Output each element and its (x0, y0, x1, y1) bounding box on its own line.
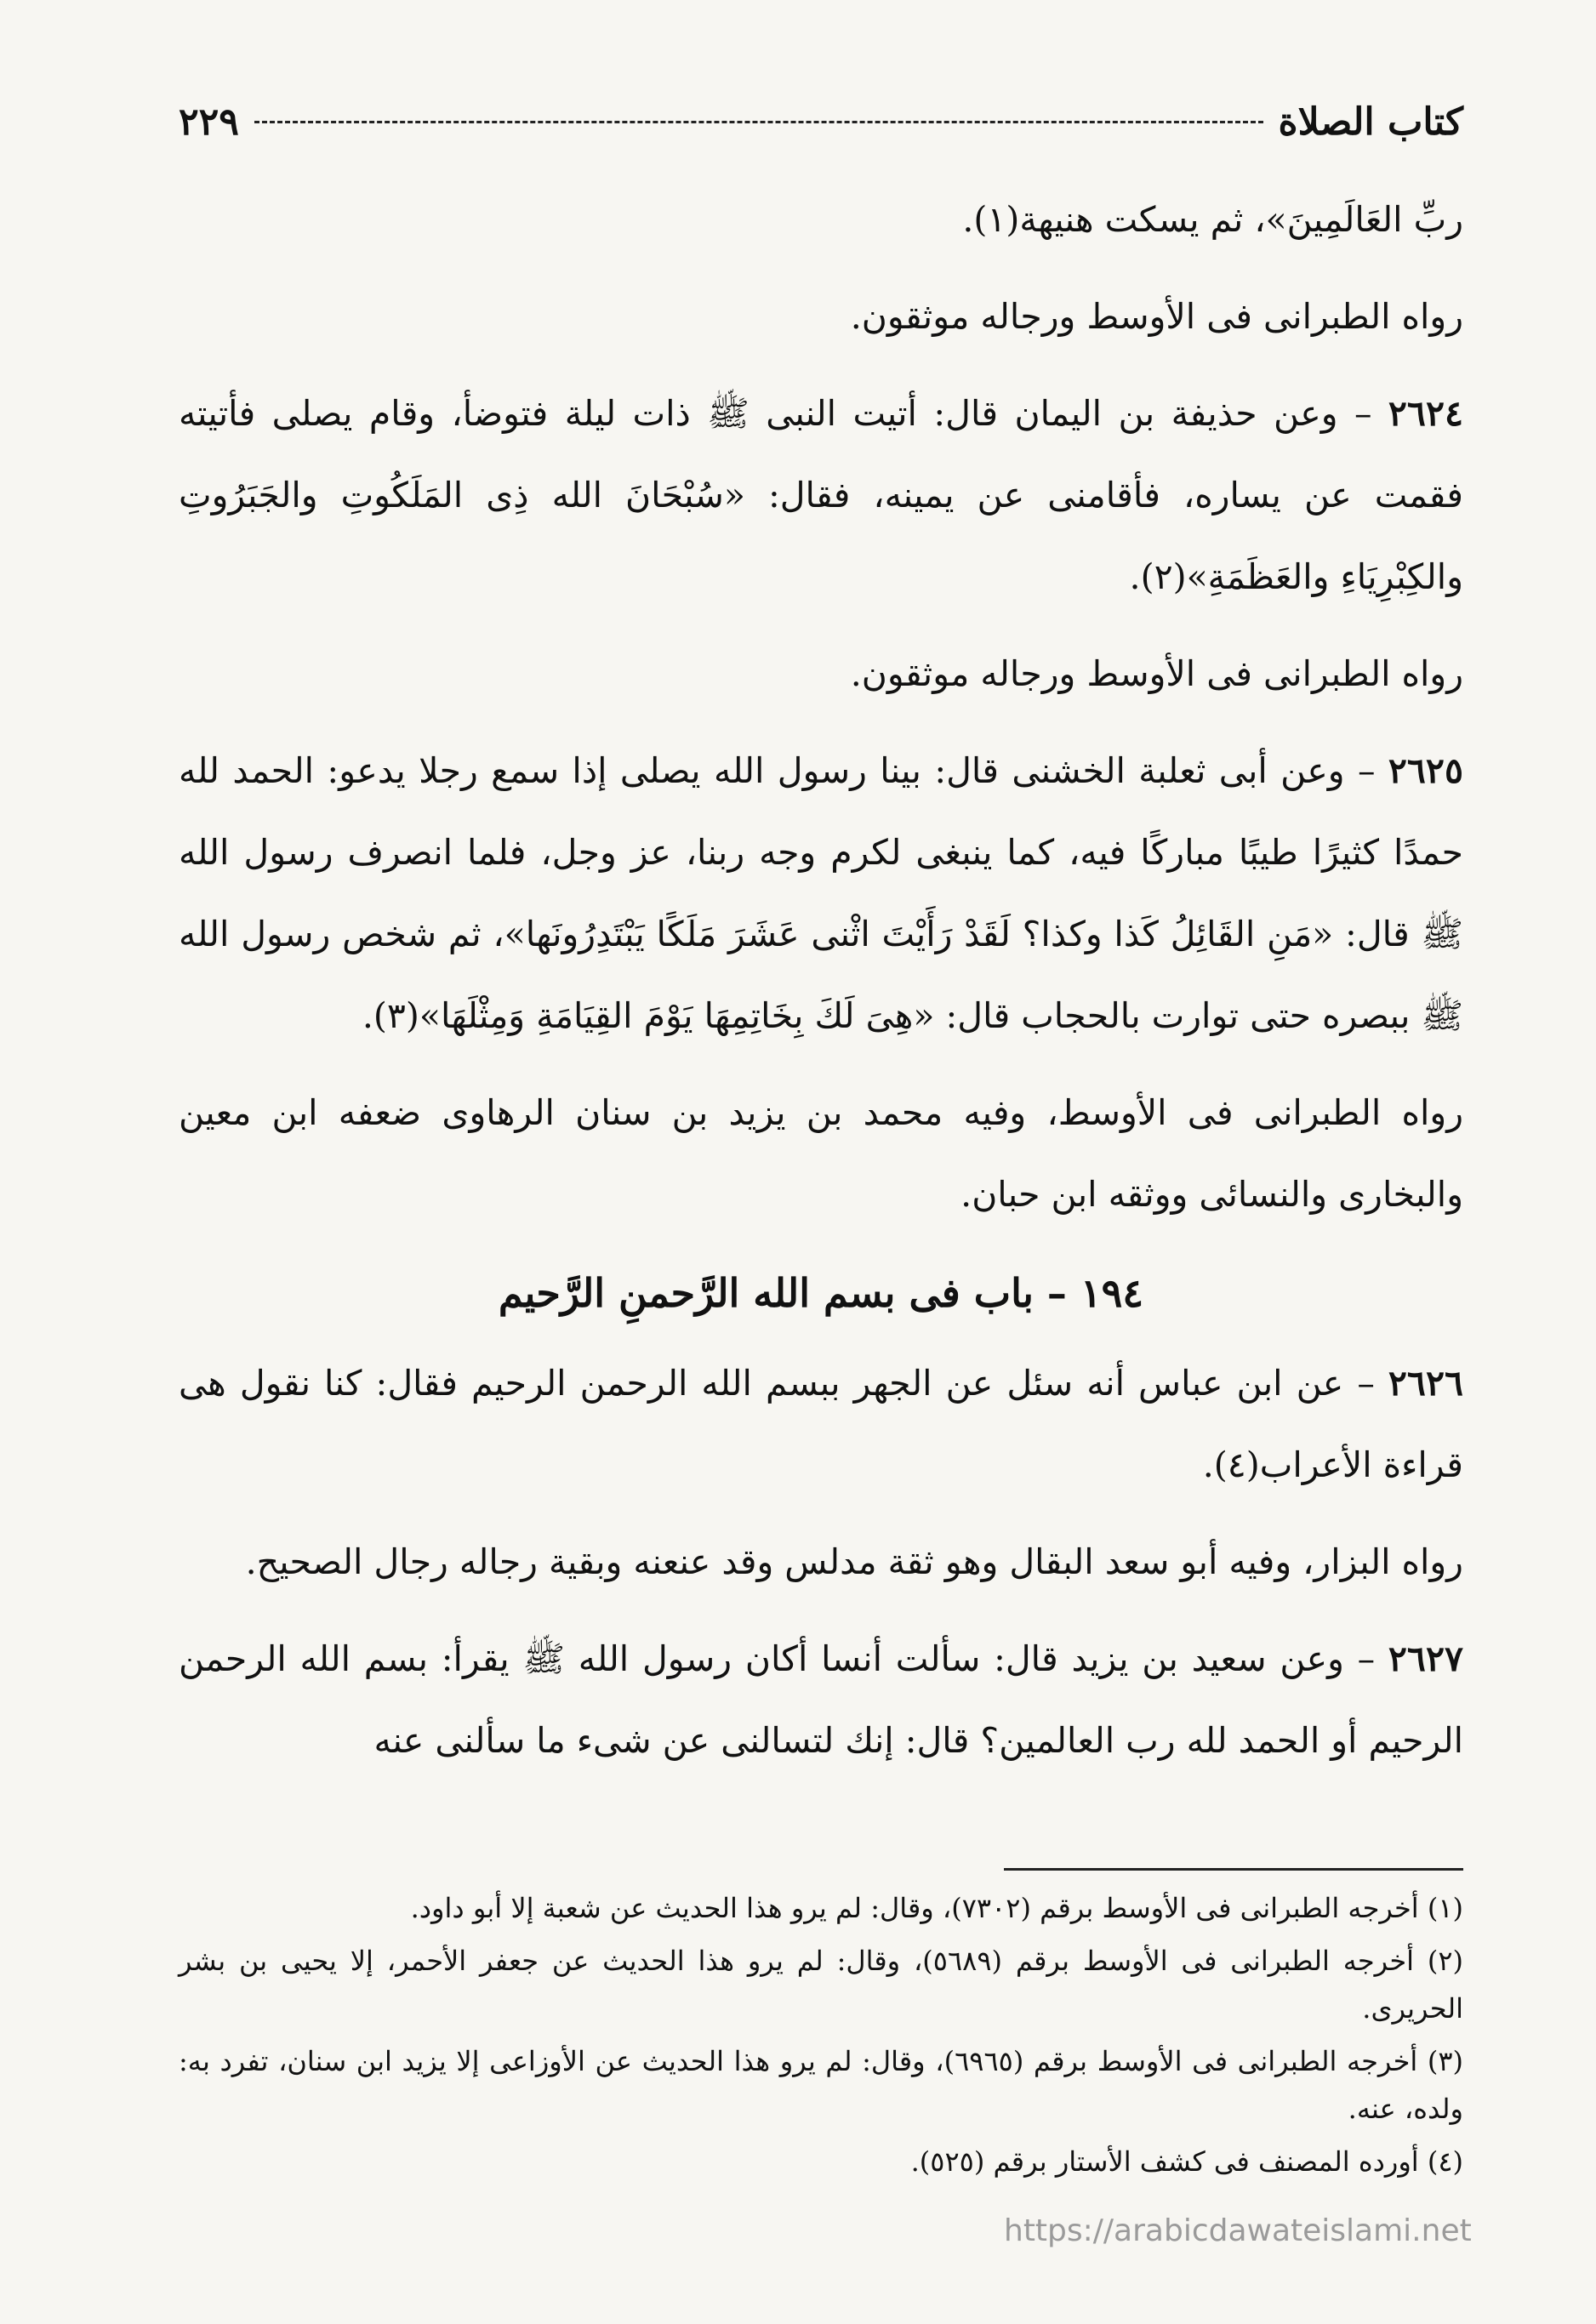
watermark-url: https://arabicdawateislami.net (1004, 2213, 1472, 2248)
paragraph-text: ربِّ العَالَمِينَ»، ثم يسكت هنيهة(١). (962, 199, 1463, 240)
paragraph-text: رواه الطبرانى فى الأوسط ورجاله موثقون. (850, 653, 1463, 694)
paragraph-text: رواه الطبرانى فى الأوسط، وفيه محمد بن يزيد بن سنان الرهاوى ضعفه ابن معين والبخارى والنسائى ووثقه ابن حبان. (179, 1092, 1463, 1215)
footnote-3: (٣) أخرجه الطبرانى فى الأوسط برقم (٦٩٦٥)، وقال: لم يرو هذا الحديث عن الأوزاعى إلا يزيد ابن سنان، تفرد به: ولده، عنه. (179, 2045, 1464, 2125)
footnotes (179, 1884, 1463, 2190)
hadith-2624 (179, 373, 1463, 618)
hadith-text: – عن ابن عباس أنه سئل عن الجهر ببسم الله الرحمن الرحيم فقال: كنا نقول هى قراءة الأعراب(٤). (179, 1363, 1463, 1485)
source-note (179, 1521, 1463, 1603)
hadith-number: ٢٦٢٥ (1388, 750, 1463, 791)
hadith-text: – وعن أبى ثعلبة الخشنى قال: بينا رسول الله يصلى إذا سمع رجلا يدعو: الحمد لله حمدًا كثيرًا طيبًا مباركًا فيه، كما ينبغى لكرم وجه ربنا، عز وجل، فلما انصرف رسول الله ﷺ قال: «مَنِ القَائِلُ كَذا وكذا؟ لَقَدْ رَأَيْتَ اثْنى عَشَرَ مَلَكًا يَبْتَدِرُونَها»، ثم شخص رسول الله ﷺ ببصره حتى توارت بالحجاب قال: «هِىَ لَكَ بِخَاتِمِهَا يَوْمَ القِيَامَةِ وَمِثْلَهَا»(٣). (179, 750, 1463, 1036)
footnote-4: (٤) أورده المصنف فى كشف الأستار برقم (٥٢٥). (910, 2145, 1463, 2178)
hadith-text: – وعن سعيد بن يزيد قال: سألت أنسا أكان رسول الله ﷺ يقرأ: بسم الله الرحمن الرحيم أو الحمد لله رب العالمين؟ قال: إنك لتسالنى عن شىء ما سألنى عنه (179, 1638, 1463, 1761)
hadith-2625 (179, 730, 1463, 1057)
source-note (179, 276, 1463, 357)
paragraph-continuation (179, 179, 1463, 260)
source-note (179, 1072, 1463, 1235)
paragraph-text: رواه البزار، وفيه أبو سعد البقال وهو ثقة مدلس وقد عنعنه وبقية رجاله رجال الصحيح. (245, 1541, 1463, 1582)
header-dash-line (254, 121, 1263, 123)
paragraph-text: رواه الطبرانى فى الأوسط ورجاله موثقون. (850, 296, 1463, 337)
hadith-text: – وعن حذيفة بن اليمان قال: أتيت النبى ﷺ ذات ليلة فتوضأ، وقام يصلى فأتيته فقمت عن يساره، فأقامنى عن يمينه، فقال: «سُبْحَانَ الله ذِى المَلَكُوتِ والجَبَرُوتِ والكِبْرِيَاءِ والعَظَمَةِ»(٢). (179, 393, 1463, 597)
page-number: ٢٢٩ (179, 100, 239, 144)
hadith-number: ٢٦٢٦ (1388, 1363, 1463, 1404)
source-note (179, 633, 1463, 715)
running-header (179, 100, 1463, 144)
footnote-separator (1004, 1868, 1463, 1871)
hadith-2627 (179, 1618, 1463, 1781)
header-title: كتاب الصلاة (1278, 100, 1463, 144)
hadith-number: ٢٦٢٤ (1388, 393, 1463, 434)
footnote-2: (٢) أخرجه الطبرانى فى الأوسط برقم (٥٦٨٩)، وقال: لم يرو هذا الحديث عن جعفر الأحمر، إلا يحيى بن بشر الحريرى. (179, 1945, 1463, 2025)
main-text (179, 179, 1463, 1797)
chapter-heading: ١٩٤ – باب فى بسم الله الرَّحمنِ الرَّحيم (498, 1270, 1144, 1316)
footnote-1: (١) أخرجه الطبرانى فى الأوسط برقم (٧٣٠٢)، وقال: لم يرو هذا الحديث عن شعبة إلا أبو داود. (410, 1892, 1463, 1924)
hadith-number: ٢٦٢٧ (1388, 1638, 1463, 1679)
hadith-2626 (179, 1342, 1463, 1506)
